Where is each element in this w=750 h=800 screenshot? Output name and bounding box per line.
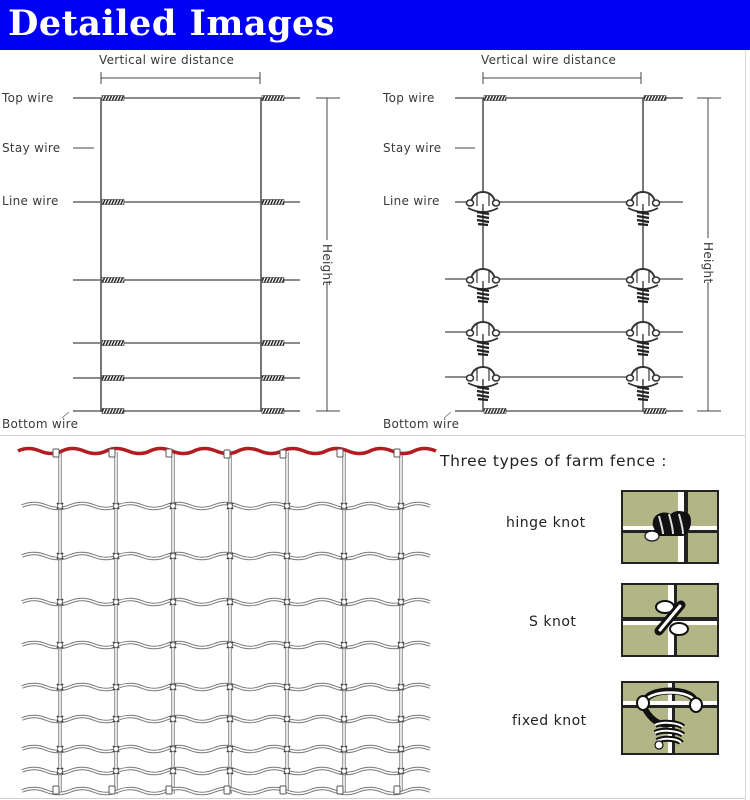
bottom-divider	[0, 798, 745, 799]
stay-wire-label: Stay wire	[383, 141, 442, 155]
top-wire-label: Top wire	[383, 91, 435, 105]
fixed-knot-icon	[621, 681, 719, 755]
right-border	[745, 50, 750, 800]
fence-mesh-drawing	[0, 436, 450, 798]
fence-mesh-illustration	[0, 436, 450, 798]
vertical-wire-distance-label: Vertical wire distance	[481, 53, 617, 67]
height-label: Height	[701, 242, 715, 284]
top-wire-label: Top wire	[2, 91, 54, 105]
hinge-joint-diagram-drawing	[0, 50, 375, 435]
knot-label-fixed: fixed knot	[512, 713, 587, 729]
header-banner	[0, 0, 750, 50]
line-wire-label: Line wire	[383, 194, 440, 208]
vertical-wire-distance-label: Vertical wire distance	[99, 53, 235, 67]
height-label: Height	[320, 244, 334, 286]
bottom-wire-label: Bottom wire	[2, 417, 79, 431]
diagram-hinge-joint	[0, 50, 375, 435]
stay-wire-label: Stay wire	[2, 141, 61, 155]
diagram-fixed-knot	[375, 50, 745, 435]
knot-label-hinge: hinge knot	[506, 515, 586, 531]
bottom-wire-label: Bottom wire	[383, 417, 460, 431]
page-title: Detailed Images	[8, 3, 336, 44]
knot-label-s: S knot	[529, 614, 577, 630]
fixed-knot-diagram-drawing	[375, 50, 745, 435]
hinge-knot-icon	[621, 490, 719, 564]
s-knot-icon	[621, 583, 719, 657]
line-wire-label: Line wire	[2, 194, 59, 208]
knot-types-title: Three types of farm fence :	[440, 452, 668, 470]
